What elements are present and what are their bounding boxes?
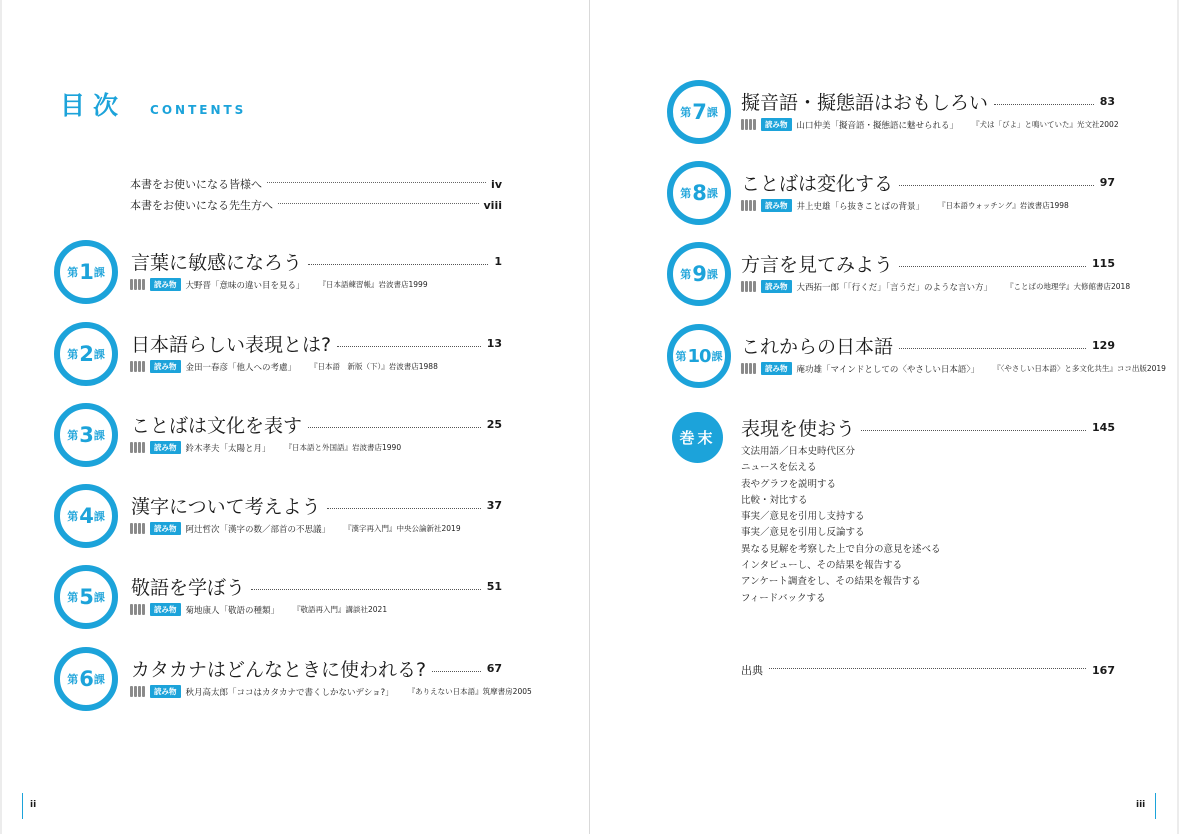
books-icon (741, 281, 759, 292)
reading-text: 井上史雄「ら抜きことばの背景」 (796, 201, 925, 212)
leader-dots (308, 427, 481, 428)
leader-dots (267, 182, 486, 183)
lesson-number: 9 (692, 262, 706, 286)
reading-source: 『ことばの地理学』大修館書店2018 (1006, 282, 1131, 291)
reading-tag: 読み物 (761, 280, 792, 293)
reading-tag: 読み物 (150, 685, 181, 698)
lesson-badge: 第 4 課 (54, 484, 118, 548)
intro-row-readers[interactable] (130, 176, 502, 192)
reading-source: 『〈やさしい日本語〉と多文化共生』ココ出版2019 (993, 364, 1166, 373)
reading-source: 『敬語再入門』講談社2021 (293, 605, 388, 614)
page-number: 97 (1099, 176, 1115, 189)
lesson-title: 漢字について考えよう (131, 496, 321, 518)
page-number: 83 (1099, 95, 1115, 108)
reading-text: 阿辻哲次「漢字の数／部首の不思議」 (185, 524, 331, 535)
reading-text: 大西拓一郎「「行くだ」「言うだ」のような言い方」 (796, 282, 993, 293)
reading-source: 『ありえない日本語』筑摩書房2005 (407, 687, 532, 696)
books-icon (130, 686, 148, 697)
leader-dots (899, 266, 1086, 267)
reading-source: 『日本語ウォッチング』岩波書店1998 (938, 201, 1069, 210)
books-icon (130, 604, 148, 615)
books-icon (130, 279, 148, 290)
folio-bar-right (1155, 793, 1156, 819)
lesson-badge: 第 7 課 (667, 80, 731, 144)
leader-dots (861, 430, 1086, 431)
lesson-title: これからの日本語 (741, 336, 894, 358)
lesson-number: 4 (79, 504, 93, 528)
lesson-badge: 第 3 課 (54, 403, 118, 467)
leader-dots (308, 264, 488, 265)
lesson-number: 2 (79, 342, 93, 366)
page-number: 115 (1092, 257, 1115, 270)
leader-dots (251, 589, 481, 590)
leader-dots (327, 508, 481, 509)
leader-dots (994, 104, 1094, 105)
lesson-number: 1 (79, 260, 93, 284)
lesson-badge: 第 2 課 (54, 322, 118, 386)
appendix-item[interactable]: インタビューし、その結果を報告する (741, 560, 903, 572)
appendix-item[interactable]: 比較・対比する (741, 494, 808, 506)
appendix-item[interactable]: フィードバックする (741, 592, 826, 604)
folio-bar-left (22, 793, 23, 819)
reading-text: 秋月高太郎「ココはカタカナで書くしかないデショ?」 (185, 687, 394, 698)
appendix-entry[interactable] (741, 414, 1115, 441)
intro-label: 本書をお使いになる皆様へ (130, 178, 262, 191)
page-edge-left (0, 0, 2, 834)
lesson-badge: 第 9 課 (667, 242, 731, 306)
books-icon (130, 523, 148, 534)
lesson-badge: 第 6 課 (54, 647, 118, 711)
reading-text: 鈴木孝夫「太陽と月」 (185, 443, 271, 454)
books-icon (130, 361, 148, 372)
page-number: iv (491, 177, 502, 191)
page-number: 51 (486, 580, 502, 593)
toc-header (60, 86, 246, 122)
toc-subtitle: CONTENTS (150, 103, 247, 117)
sources-label: 出典 (741, 664, 763, 677)
folio-left: ii (30, 800, 37, 810)
lesson-title: 言葉に敏感になろう (131, 252, 303, 274)
appendix-item[interactable]: 異なる見解を考察した上で自分の意見を述べる (741, 543, 941, 555)
lesson-badge: 第 1 課 (54, 240, 118, 304)
spread-divider (589, 0, 590, 834)
reading-text: 菊地康人「敬語の種類」 (185, 605, 280, 616)
appendix-item[interactable]: ニュースを伝える (741, 462, 817, 474)
books-icon (741, 119, 759, 130)
reading-text: 山口仲美「擬音語・擬態語に魅せられる」 (796, 120, 959, 131)
lesson-number: 3 (79, 423, 93, 447)
lesson-number: 6 (79, 667, 93, 691)
appendix-item[interactable]: アンケート調査をし、その結果を報告する (741, 576, 921, 588)
reading-source: 『漢字再入門』中央公論新社2019 (344, 524, 461, 533)
lesson-number: 10 (687, 345, 711, 367)
page-number: 129 (1092, 339, 1115, 352)
reading-text: 金田一春彦「他人への考慮」 (185, 362, 297, 373)
lesson-title: 日本語らしい表現とは? (131, 334, 332, 356)
reading-source: 『犬は「びよ」と鳴いていた』光文社2002 (972, 120, 1119, 129)
lesson-number: 8 (692, 181, 706, 205)
reading-tag: 読み物 (150, 360, 181, 373)
page-number: 1 (494, 255, 502, 268)
page-number: 37 (486, 499, 502, 512)
page-number: 145 (1092, 421, 1115, 434)
books-icon (741, 200, 759, 211)
lesson-title: 方言を見てみよう (741, 254, 894, 276)
leader-dots (769, 668, 1086, 669)
books-icon (741, 363, 759, 374)
reading-source: 『日本語練習帳』岩波書店1999 (318, 280, 428, 289)
lesson-badge: 第 5 課 (54, 565, 118, 629)
lesson-title: ことばは変化する (741, 173, 894, 195)
page-number: 25 (486, 418, 502, 431)
intro-row-teachers[interactable] (130, 197, 502, 213)
appendix-item[interactable]: 事実／意見を引用し反論する (741, 527, 865, 539)
lesson-title: ことばは文化を表す (131, 415, 303, 437)
page-number: 67 (486, 662, 502, 675)
toc-title: 目次 (60, 91, 127, 120)
reading-source: 『日本語と外国語』岩波書店1990 (284, 443, 402, 452)
appendix-item[interactable]: 表やグラフを説明する (741, 478, 837, 490)
reading-tag: 読み物 (761, 199, 792, 212)
reading-text: 大野晋「意味の違い目を見る」 (185, 280, 305, 291)
appendix-item[interactable]: 文法用語／日本史時代区分 (741, 446, 856, 457)
reading-tag: 読み物 (150, 522, 181, 535)
leader-dots (899, 185, 1094, 186)
page-number: 13 (486, 337, 502, 350)
lesson-title: 敬語を学ぼう (131, 577, 246, 599)
page-number: viii (483, 198, 502, 212)
appendix-item[interactable]: 事実／意見を引用し支持する (741, 511, 865, 523)
appendix-title: 表現を使おう (741, 418, 856, 440)
appendix-badge: 巻末 (672, 412, 723, 463)
leader-dots (337, 346, 481, 347)
reading-tag: 読み物 (150, 603, 181, 616)
page-number: 167 (1092, 663, 1115, 677)
reading-tag: 読み物 (761, 118, 792, 131)
reading-text: 庵功雄「マインドとしての〈やさしい日本語〉」 (796, 364, 980, 375)
lesson-title: カタカナはどんなときに使われる? (131, 659, 427, 681)
sources-entry[interactable] (741, 662, 1115, 678)
books-icon (130, 442, 148, 453)
reading-tag: 読み物 (761, 362, 792, 375)
reading-source: 『日本語 新版（下）』岩波書店1988 (310, 362, 438, 371)
folio-right: iii (1136, 800, 1146, 810)
lesson-badge: 第 10 課 (667, 324, 731, 388)
lesson-number: 5 (79, 585, 93, 609)
leader-dots (899, 348, 1086, 349)
reading-tag: 読み物 (150, 278, 181, 291)
lesson-title: 擬音語・擬態語はおもしろい (741, 92, 989, 114)
leader-dots (432, 671, 481, 672)
appendix-list (741, 444, 941, 607)
lesson-number: 7 (692, 100, 706, 124)
intro-label: 本書をお使いになる先生方へ (130, 199, 273, 212)
lesson-badge: 第 8 課 (667, 161, 731, 225)
reading-tag: 読み物 (150, 441, 181, 454)
leader-dots (278, 203, 479, 204)
